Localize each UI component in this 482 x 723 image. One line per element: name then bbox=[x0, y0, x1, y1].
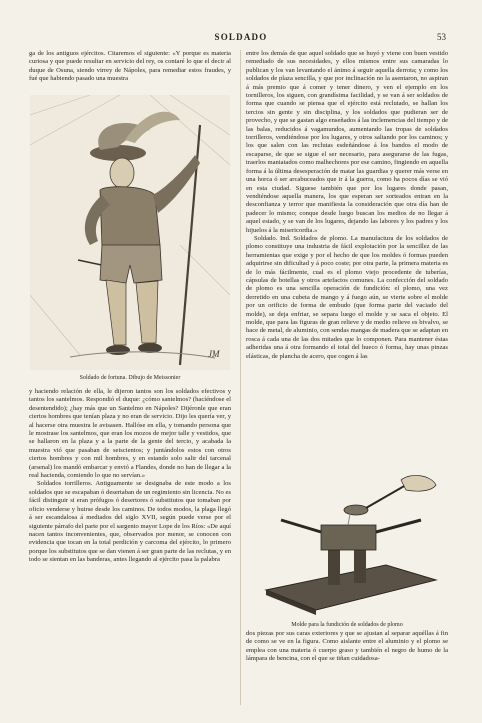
paragraph: y haciendo relación de ella, le dijeron tantos son los soldados efectivos y tantos los santelmos. Respondió el duque: ¿cómo santelmos? (hacíéndose el desentendido); ¿hay más que un Santelmo en Nápoles? Dijéronle que eran ciertos hombres que tenían plaza y no eran de servicio. Dijo les quería ver, y al hacerse otra muestra le avisasen. Hallóse en ella, y tomando persona que le mostrase los santelmos, que eran los mozos de mejor talle y vestidos, que se hallaron en la plaza y a la parte de la gente del tercio, y acabada la muestra vió que pasaban de seiscientos; y juntándolos estos con otros ciertos hombres y con mil hombres, y en estando solo salir del tarcenal (arsenal) los mandó embarcar y envió a Flandes, donde no han de llegar a la real hacienda, comiendo lo que no servían.» bbox=[29, 388, 231, 480]
paragraph: dos piezas por sus caras exteriores y que se ajustan al separar aquéllas á fin de como se ve en la figura. Como aislante entre el aluminio y el plomo se emplea con una materia ó cuerpo graso y también el negro de humo de la lámpara de bencina, con el que se tiñan cuidadosa- bbox=[246, 630, 448, 663]
page-number: 53 bbox=[437, 32, 446, 42]
column-divider bbox=[240, 50, 241, 705]
page-header bbox=[0, 32, 482, 46]
right-column-bottom bbox=[246, 630, 448, 664]
signature: JM bbox=[208, 349, 220, 359]
right-column-top bbox=[246, 50, 448, 361]
paragraph: entre los demás de que aquel soldado que se huyó y viene con buen vestido remediado de sus necesidades, y ellos mismos entre sus camaradas lo publican y los van levantando el ánimo á seguir aquella derrota; y como los soldados de plaza sencilla, y que por inclinación no la asentaron, no aspiran á más premio que á comer y tener dinero, y ven el ejemplo en los tornilleros, los siguen, con grandísima facilidad, y se van á ser soldados de forma que cuando se piensa que el ejército está reclutado, se hallan los tercios sin gente y sin disciplina, y los soldados que pudieran ser de provecho, y que se gastan algo enseñados á las inclemencias del tiempo y de las balas, reducidos á vagamundos, aumentando las tropas de soldados torrilleros, vendiéndose por los lugares, y otros saltando por los caminos; y los que salen con las reclutas esdeñándose á los bandos el modo de escaparse, de que se sigue el ser necesario, para asegurarse de las fugas, traerlos maniatados como malhechores por ese camino, fingiendo en aquella forma á la última desesperación de matar las guardias y querer más verse en una horca ó ser arcabuceados que ir á la guerra, como ha pocos días se vió en esta ciudad. Siguese también que por los lugares donde pasan, vendiéndose aquella manera, los que esperan ser sorteados entran en la desconfianza y terror que manifiesta la consideración que otra día han de padecer lo mismo; conque desde luego buscan los medios de no llegar á aquel estado, y se van de los lugares, dejando las labores y los padres y los hijuelos á la misericordia.» bbox=[246, 50, 448, 234]
soldier-illustration bbox=[30, 95, 230, 381]
figure-caption: Molde para la fundición de soldados de plomo bbox=[291, 622, 403, 628]
mold-drawing bbox=[246, 470, 448, 620]
paragraph: Soldado. Ind. Soldados de plomo. La manufactura de los soldados de plomo constituye una industria de fácil explotación por la sencillez de las herramientas que exige y por el hecho de que los moldes ó formas pueden adquirirse sin dificultad y á poco coste; por otra parte, la primera materia es de lo más fácilmente, cual es el plomo viejo procedente de tuberías, cápsulas de botellas y otros artefactos comunes. La confección del soldado de plomo es una sencilla operación de fundición: el plomo, una vez derretido en una cubeta de mango y á fuego aún, se vierte sobre el molde por un orificio de forma de embudo (que forma parte del vaciado del molde), se deja enfriar, se separa luego el molde y se saca el objeto. El molde, que para las figuras de gran relieve y de medio relieve es bivalvo, se hace de metal, de aluminio, con sendas mangas de madera que se adaptan en rosca á cada una de las dos mitades que lo componen. Para mantener éstas adheridas una á otra formando el total del hueco ó forma, hay unas pinzas elásticas, de plancha de acero, que cogen á las bbox=[246, 234, 448, 360]
soldier-drawing bbox=[30, 95, 230, 370]
paragraph: ga de los antiguos ejércitos. Citaremos el siguiente: «Y porque es materia curiosa y que puede resultar en servicio del rey, os contaré lo que el decir al duque de Osuna, siendo virrey de Nápoles, para remediar estos fraudes, y fué que habiendo pasado una muestra bbox=[29, 50, 231, 83]
mold-illustration bbox=[246, 470, 448, 630]
left-column-bottom bbox=[29, 388, 231, 565]
figure-caption: Soldado de fortuna. Dibujo de Meissonier bbox=[79, 375, 181, 381]
page-title: SOLDADO bbox=[214, 32, 268, 42]
left-column-top bbox=[29, 50, 231, 84]
paragraph: Soldados torrilleros. Antiguamente se designaba de este modo a los soldados que se escapaban ó desertaban de un regimiento sin licencia. No es fácil distinguir si eran prófugos ó desertores ó substitutos que tomaban por oficio venderse y huirse desde los caminos. De todos modos, la plaga llegó á ser escandalosa á mediados del siglo XVII, según puede verse por el siguiente párrafo del parte por el sargento mayor Lope de los Ríos: «De aquí nacen tantos inconvenientes, que, observados por menor, se conocen con evidencia que tocan en la total perdición y carcoma del ejército, lo primero porque los substitutos que se dan vienen á ser gran parte de las reclutas, y en todo se sientan en las banderas, antes llegando al ejército pasa la palabra bbox=[29, 480, 231, 564]
